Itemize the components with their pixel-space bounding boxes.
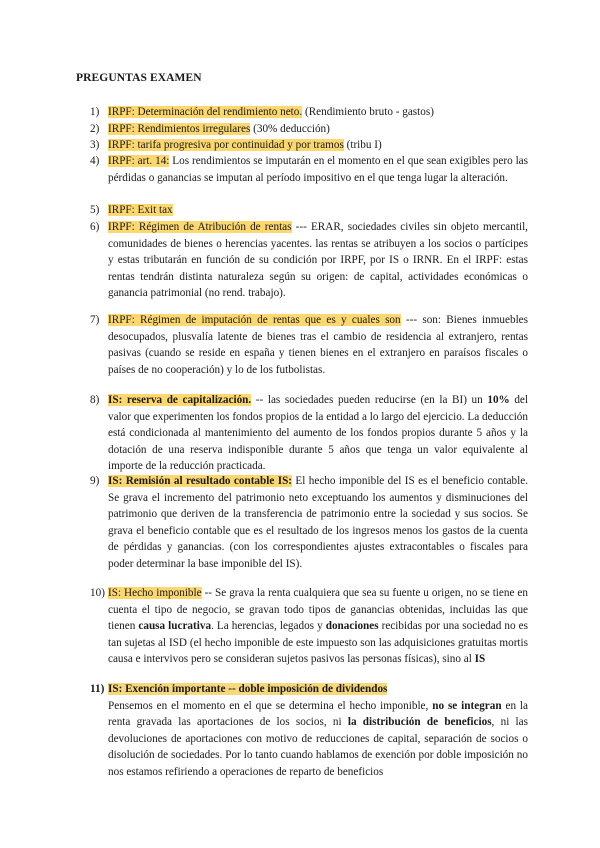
item-text: , ni las devoluciones de aportaciones con motivo de reducciones de capital, separación de socios o disolución de sociedades. Por lo tanto cuando hablamos de exención por doble imposición no nos estamos refiriendo a operaciones de reparto de beneficios xyxy=(108,716,528,778)
list-item xyxy=(90,137,528,154)
item-number: 5) xyxy=(90,204,100,216)
list-item xyxy=(90,104,528,121)
item-text: recibidas por una sociedad no es tan sujetas al ISD (el hecho imponible de este impuesto son las adquisiciones gratuitas mortis causa e intervivos pero se consideran sujetos pasivos las personas físicas), sino al xyxy=(108,620,528,666)
item-number: 3) xyxy=(90,139,100,151)
item-number: 4) xyxy=(90,155,100,167)
list-item xyxy=(90,585,528,668)
highlighted-heading: IRPF: tarifa progresiva por continuidad y por tramos xyxy=(108,139,344,151)
bold-text: la distribución de beneficios xyxy=(347,716,492,729)
item-number: 10) xyxy=(90,587,105,599)
highlighted-heading: IRPF: Exit tax xyxy=(108,204,173,216)
item-text: (30% deducción) xyxy=(250,123,330,135)
item-text: Pensemos en el momento en el que se determina el hecho imponible, xyxy=(108,699,433,712)
highlighted-heading: IS: Exención importante -- doble imposición de dividendos xyxy=(108,683,388,695)
bold-text: IS xyxy=(474,653,486,666)
bold-text: 10% xyxy=(487,394,510,406)
bold-text: causa lucrativa xyxy=(138,620,212,633)
item-number: 11) xyxy=(90,683,105,695)
list-item xyxy=(90,121,528,138)
item-text: del valor que experimenten los fondos propios de la entidad a lo largo del ejercicio. La deducción está condicionada al mantenimiento del aumento de los fondos propios durante 5 años y la dotación de una reserva indisponible durante 5 años que tenga un valor equivalente al importe de la reducción practicada. xyxy=(108,394,528,473)
item-text: (tribu I) xyxy=(343,139,382,151)
list-item xyxy=(90,392,528,475)
highlighted-heading: IRPF: Determinación del rendimiento neto. xyxy=(108,106,303,118)
list-item xyxy=(90,219,528,302)
item-number: 7) xyxy=(90,314,100,326)
item-number: 8) xyxy=(90,394,100,406)
bold-text: donaciones xyxy=(325,620,379,633)
highlighted-heading: IS: Hecho imponible xyxy=(108,587,202,599)
item-number: 2) xyxy=(90,123,100,135)
item-text: Los rendimientos se imputarán en el momento en el que sean exigibles pero las pérdidas o ganancias se imputan al período impositivo en el que tenga lugar la alteración. xyxy=(108,155,528,184)
highlighted-heading: IRPF: Régimen de Atribución de rentas xyxy=(108,221,292,233)
item-text: --- ERAR, sociedades civiles sin objeto mercantil, comunidades de bienes o herencias yacentes. las rentas se atribuyen a los socios o partícipes y estas tributarán en función de su condición por IRPF, por IS o IRNR. En el IRPF: estas rentas tendrán distinta naturaleza según su origen: de capital, actividades económicas o ganancia patrimonial (no rend. trabajo). xyxy=(108,221,528,300)
item-number: 9) xyxy=(90,475,100,487)
highlighted-heading: IS: Remisión al resultado contable IS: xyxy=(108,475,293,487)
list-item xyxy=(90,202,528,219)
highlighted-heading: IS: reserva de capitalización. xyxy=(108,394,252,406)
list-item xyxy=(90,312,528,378)
list-item xyxy=(90,473,528,573)
item-text: (Rendimiento bruto - gastos) xyxy=(302,106,434,118)
item-number: 6) xyxy=(90,221,100,233)
page-title: PREGUNTAS EXAMEN xyxy=(76,72,202,84)
item-text: en la renta gravada las aportaciones de los socios, ni xyxy=(108,699,529,729)
bold-text: no se integran xyxy=(432,699,502,712)
item-text: --- son: Bienes inmuebles desocupados, plusvalía latente de bienes tras el cambio de residencia al extranjero, rentas pasivas (cuando se reside en españa y tienen bienes en el extranjero en paraísos fiscales o países de no cooperación) y lo de los futbolistas. xyxy=(108,314,528,376)
highlighted-heading: IRPF: art. 14: xyxy=(108,155,170,167)
item-text: -- las sociedades pueden reducirse (en la BI) un xyxy=(251,394,488,406)
highlighted-heading: IRPF: Rendimientos irregulares xyxy=(108,123,251,135)
item-number: 1) xyxy=(90,106,100,118)
list-item xyxy=(90,681,528,781)
item-text: El hecho imponible del IS es el beneficio contable. Se grava el incremento del patrimonio neto exceptuando los aumentos y disminuciones del patrimonio que deriven de la transferencia de patrimonio entre la sociedad y sus socios. Se grava el beneficio contable que es el resultado de los ingresos menos los gastos de la cuenta de pérdidas y ganancias. (con los correspondientes ajustes extracontables o fiscales para poder determinar la base imponible del IS). xyxy=(108,475,529,570)
item-text: -- Se grava la renta cualquiera que sea su fuente u origen, no se tiene en cuenta el tipo de negocio, se gravan todo tipos de ganancias obtenidas, incluidas las que tienen xyxy=(108,587,528,633)
item-text: . La herencias, legados y xyxy=(211,620,326,633)
list-item xyxy=(90,153,528,186)
highlighted-heading: IRPF: Régimen de imputación de rentas que es y cuales son xyxy=(108,314,401,326)
